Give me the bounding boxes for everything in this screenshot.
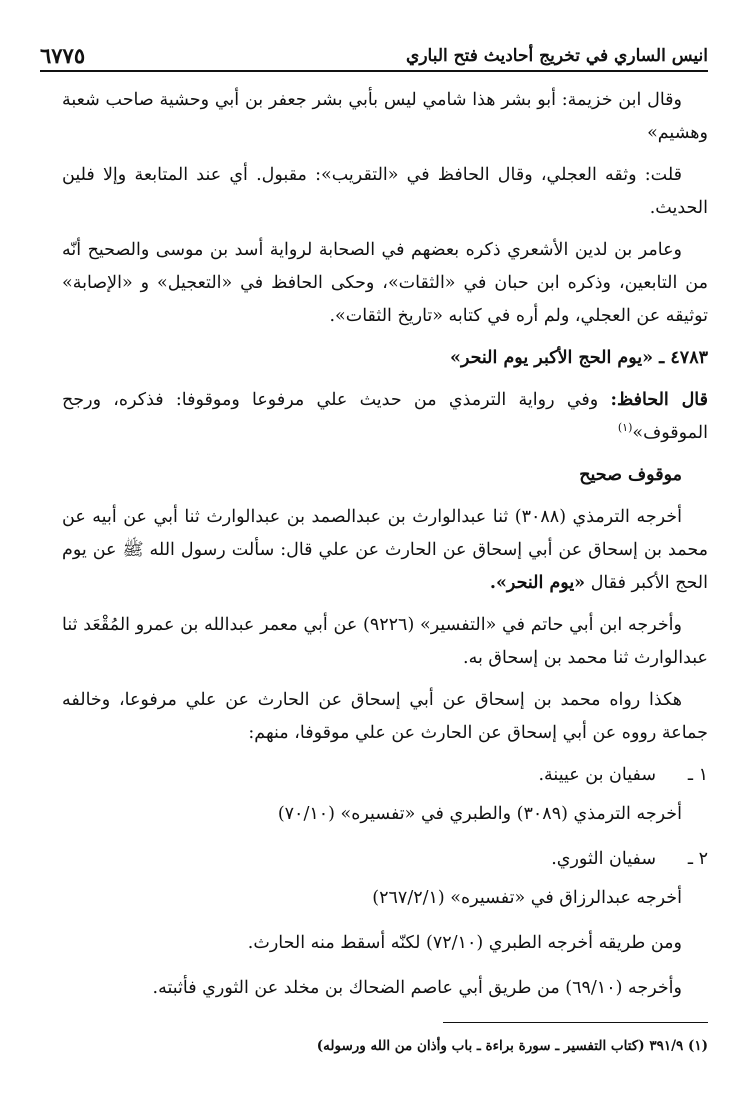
paragraph-narrators-intro: هكذا رواه محمد بن إسحاق عن أبي إسحاق عن الحارث عن علي مرفوعا، وخالفه جماعة رووه عن أبي إسحاق عن الحارث عن علي موقوفا، منهم: xyxy=(62,690,708,743)
hadith-answer: «يوم النحر». xyxy=(489,573,586,593)
list-item-detail: ومن طريقه أخرجه الطبري (٧٢/١٠) لكنّه أسقط منه الحارث. xyxy=(247,933,682,953)
verdict-heading: موقوف صحيح xyxy=(579,465,682,485)
footnote: (١) ٣٩١/٩ (كتاب التفسير ـ سورة براءة ـ باب وأذان من الله ورسوله) xyxy=(316,1038,708,1054)
page-header xyxy=(40,38,708,68)
running-title: انيس الساري في تخريج أحاديث فتح الباري xyxy=(406,46,708,66)
list-item-name: سفيان الثوري. xyxy=(551,849,656,869)
list-item-detail: أخرجه عبدالرزاق في «تفسيره» (٢٦٧/٢/١) xyxy=(372,888,682,908)
list-item-number: ١ ـ xyxy=(687,765,708,785)
paragraph-tirmidhi-takhrij xyxy=(62,501,708,600)
list-item-detail: أخرجه الترمذي (٣٠٨٩) والطبري في «تفسيره» (٧٠/١٠) xyxy=(277,804,682,824)
main-text xyxy=(62,84,708,1017)
page-number: ٦٧٧٥ xyxy=(40,43,86,68)
list-item-detail: وأخرجه (٦٩/١٠) من طريق أبي عاصم الضحاك بن مخلد عن الثوري فأثبته. xyxy=(152,978,682,998)
paragraph-ibn-abi-hatim: وأخرجه ابن أبي حاتم في «التفسير» (٩٢٢٦) عن أبي معمر عبدالله بن عمرو المُقْعَد ثنا عبدالوارث ثنا محمد بن إسحاق به. xyxy=(62,615,708,668)
hafiz-quote xyxy=(62,384,708,450)
list-item xyxy=(62,843,708,876)
paragraph-amir-bin-ladin: وعامر بن لدين الأشعري ذكره بعضهم في الصحابة لرواية أسد بن موسى والصحيح أنّه من التابعين، وذكره ابن حبان في «الثقات»، وحكى الحافظ في «التعجيل» و «الإصابة» توثيقه عن العجلي، ولم أره في كتابه «تاريخ الثقات». xyxy=(62,240,708,326)
footnote-divider xyxy=(443,1022,708,1023)
list-item xyxy=(62,759,708,792)
hafiz-text: وفي رواية الترمذي من حديث علي مرفوعا وموقوفا: فذكره، ورجح الموقوف» xyxy=(62,390,708,443)
hafiz-label: قال الحافظ: xyxy=(610,390,708,410)
hadith-heading: ٤٧٨٣ ـ «يوم الحج الأكبر يوم النحر» xyxy=(450,348,708,368)
list-item-name: سفيان بن عيينة. xyxy=(538,765,656,785)
paragraph-author-note: قلت: وثقه العجلي، وقال الحافظ في «التقريب»: مقبول. أي عند المتابعة وإلا فلين الحديث. xyxy=(62,165,708,218)
header-divider xyxy=(40,70,708,72)
footnote-marker[interactable]: (١) xyxy=(617,421,633,435)
paragraph-ibn-khuzaymah: وقال ابن خزيمة: أبو بشر هذا شامي ليس بأبي بشر جعفر بن أبي وحشية صاحب شعبة وهشيم» xyxy=(62,90,708,143)
takhrij-text: أخرجه الترمذي (٣٠٨٨) ثنا عبدالوارث بن عبدالصمد بن عبدالوارث ثنا أبي عن أبيه عن محمد بن إسحاق عن أبي إسحاق عن الحارث عن علي قال: سألت رسول الله ﷺ عن يوم الحج الأكبر فقال xyxy=(62,507,708,593)
list-item-number: ٢ ـ xyxy=(687,849,708,869)
